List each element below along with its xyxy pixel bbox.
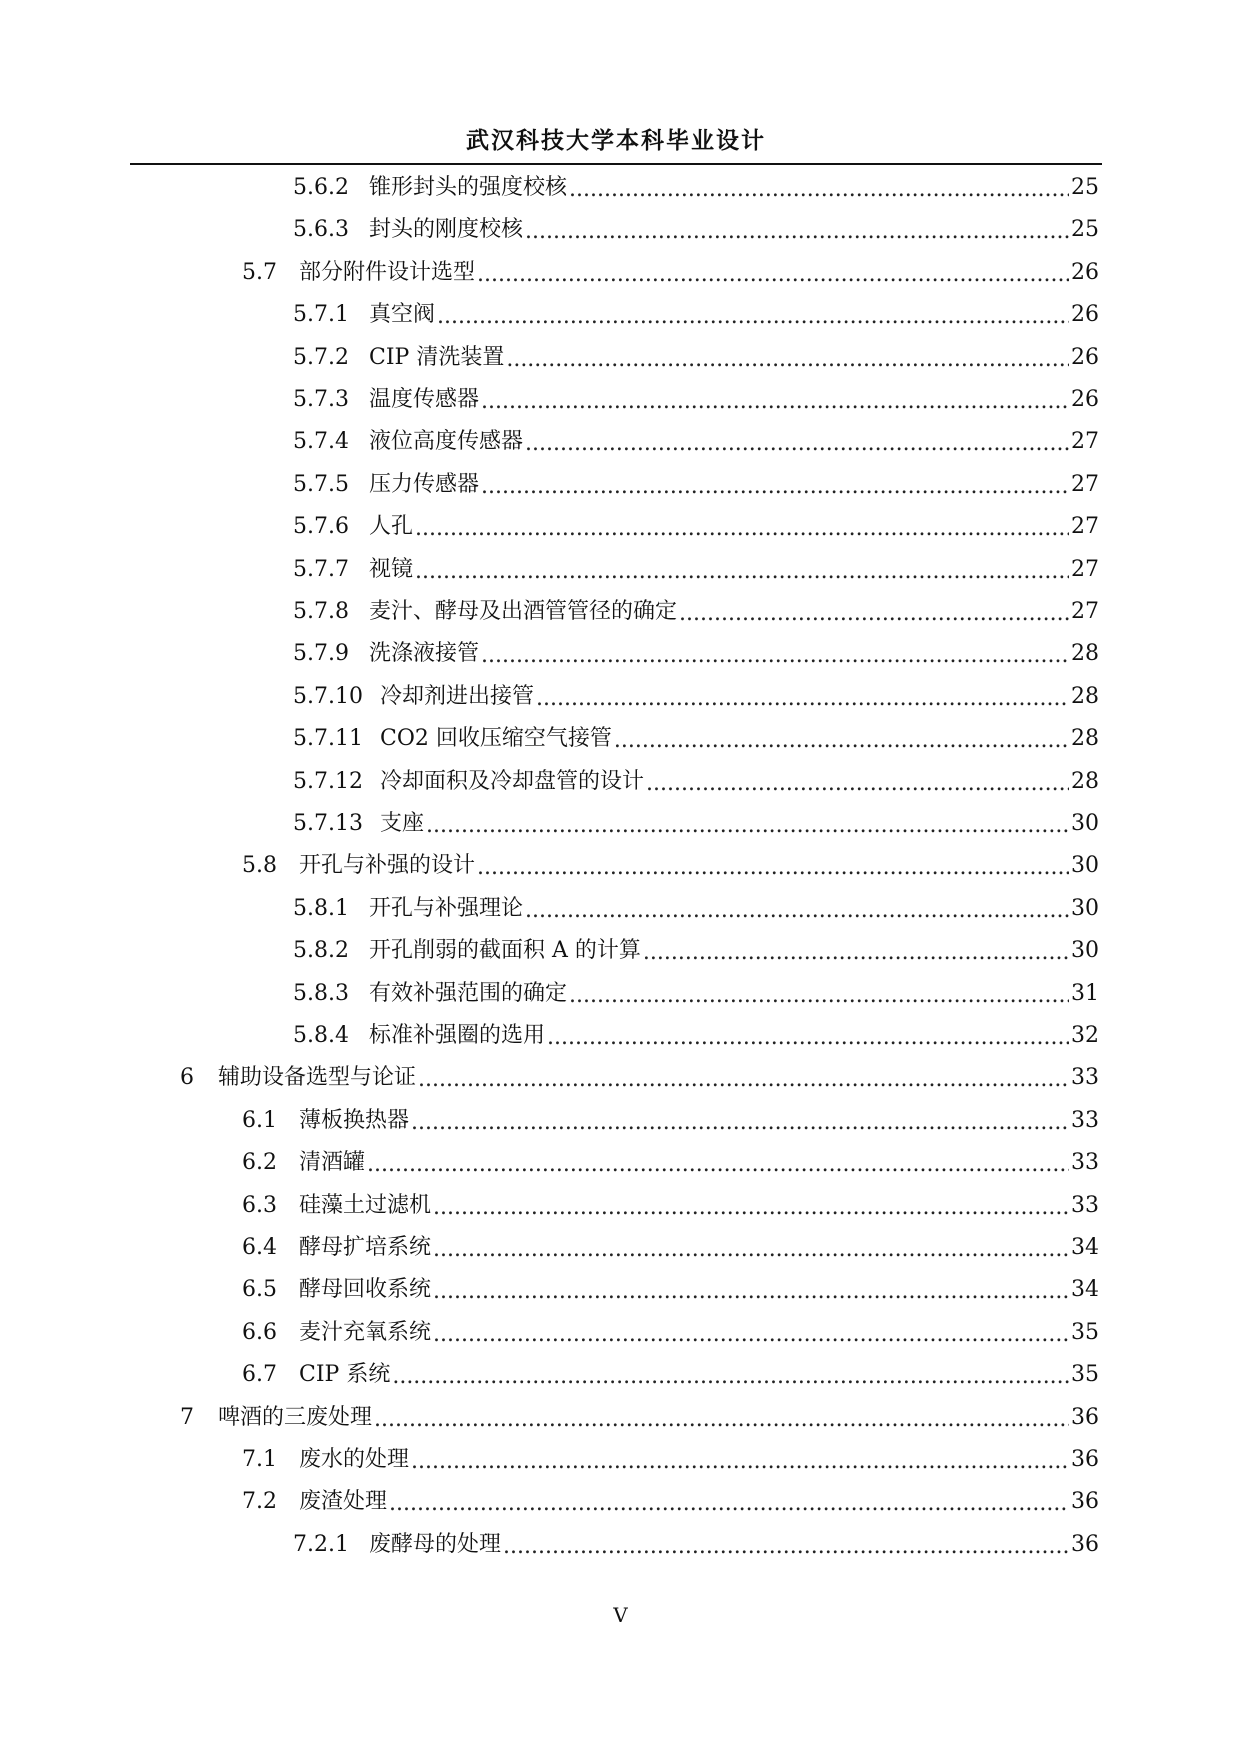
toc-entry-page: 28	[1071, 683, 1099, 709]
toc-entry-number: 7	[180, 1404, 194, 1430]
toc-dot-leader	[433, 1269, 1069, 1311]
toc-entry-page: 36	[1071, 1489, 1099, 1515]
toc-entry[interactable]	[242, 1312, 1099, 1354]
toc-entry-page: 35	[1071, 1362, 1099, 1388]
toc-dot-leader	[525, 421, 1069, 463]
toc-entry-title: 薄板换热器	[299, 1107, 410, 1133]
toc-entry-number: 5.8.4	[293, 1023, 349, 1048]
toc-entry-number: 5.7.6	[293, 514, 349, 540]
toc-entry-title: 开孔与补强的设计	[299, 853, 476, 879]
toc-dot-leader	[525, 888, 1069, 930]
toc-entry[interactable]	[293, 549, 1099, 591]
toc-entry-title: 硅藻土过滤机	[299, 1192, 432, 1218]
toc-entry-page: 26	[1071, 259, 1099, 285]
toc-entry-page: 30	[1071, 938, 1099, 964]
toc-dot-leader	[569, 973, 1069, 1015]
toc-entry-number: 6.2	[242, 1150, 277, 1176]
toc-dot-leader	[646, 761, 1069, 803]
toc-dot-leader	[426, 803, 1069, 845]
toc-entry[interactable]	[293, 718, 1099, 760]
toc-entry-page: 27	[1071, 471, 1099, 497]
toc-entry-title: 视镜	[369, 556, 414, 582]
toc-entry-number: 7.2.1	[293, 1531, 349, 1557]
toc-entry-page: 33	[1071, 1065, 1099, 1091]
toc-entry-number: 5.7.8	[293, 599, 349, 624]
toc-entry-page: 27	[1071, 514, 1099, 540]
toc-dot-leader	[392, 1354, 1069, 1396]
toc-entry[interactable]	[293, 591, 1099, 633]
toc-entry-number: 5.6.2	[293, 175, 349, 200]
toc-entry-title: 部分附件设计选型	[299, 259, 476, 285]
toc-entry-number: 6.6	[242, 1319, 277, 1345]
toc-dot-leader	[418, 1057, 1069, 1099]
toc-entry-number: 5.7.3	[293, 387, 349, 412]
toc-entry-number: 5.7.4	[293, 429, 349, 455]
toc-entry-title: 锥形封头的强度校核	[369, 175, 568, 200]
toc-dot-leader	[389, 1481, 1069, 1523]
toc-entry[interactable]	[293, 676, 1099, 718]
toc-entry-title: 麦汁充氧系统	[299, 1319, 432, 1345]
toc-dot-leader	[569, 167, 1069, 209]
toc-dot-leader	[415, 549, 1069, 591]
toc-dot-leader	[433, 1227, 1069, 1269]
toc-entry-title: 麦汁、酵母及出酒管管径的确定	[369, 599, 678, 624]
toc-entry-number: 5.7.7	[293, 556, 349, 582]
toc-entry[interactable]	[242, 1227, 1099, 1269]
toc-entry-title: 支座	[380, 811, 425, 836]
page-header-title: 武汉科技大学本科毕业设计	[466, 128, 766, 154]
toc-entry-title: 封头的刚度校核	[369, 217, 524, 243]
toc-dot-leader	[411, 1100, 1069, 1142]
toc-entry-number: 5.7.1	[293, 302, 349, 328]
toc-entry-page: 28	[1071, 726, 1099, 752]
toc-entry[interactable]	[293, 294, 1099, 336]
toc-entry-title: CIP 清洗装置	[369, 344, 505, 370]
toc-entry-number: 5.6.3	[293, 217, 349, 243]
toc-dot-leader	[433, 1185, 1069, 1227]
toc-entry-page: 25	[1071, 175, 1099, 200]
toc-entry-title: 酵母回收系统	[299, 1277, 432, 1303]
toc-entry[interactable]	[293, 633, 1099, 675]
toc-entry[interactable]	[293, 888, 1099, 930]
toc-entry[interactable]	[293, 209, 1099, 251]
toc-entry-number: 7.1	[242, 1447, 277, 1472]
toc-dot-leader	[503, 1524, 1069, 1566]
toc-entry-page: 26	[1071, 302, 1099, 328]
toc-entry-page: 26	[1071, 344, 1099, 370]
toc-entry-title: 酵母扩培系统	[299, 1235, 432, 1260]
toc-entry-number: 6.4	[242, 1235, 277, 1260]
toc-dot-leader	[536, 676, 1069, 718]
header-rule	[130, 163, 1102, 165]
toc-dot-leader	[679, 591, 1069, 633]
toc-entry-number: 6.1	[242, 1107, 277, 1133]
toc-entry-number: 5.7.12	[293, 768, 363, 794]
toc-entry-number: 5.7.13	[293, 811, 363, 836]
toc-dot-leader	[525, 209, 1069, 251]
toc-entry-title: 洗涤液接管	[369, 641, 480, 667]
toc-entry-number: 5.7.11	[293, 726, 363, 752]
toc-entry[interactable]	[293, 167, 1099, 209]
toc-entry-page: 32	[1071, 1023, 1099, 1048]
toc-dot-leader	[367, 1142, 1069, 1184]
toc-entry-title: 有效补强范围的确定	[369, 980, 568, 1006]
toc-dot-leader	[643, 930, 1069, 972]
toc-entry[interactable]	[293, 930, 1099, 972]
page-number: V	[613, 1603, 628, 1627]
toc-entry-title: 啤酒的三废处理	[218, 1404, 373, 1430]
toc-entry-page: 34	[1071, 1277, 1099, 1303]
toc-entry-page: 27	[1071, 599, 1099, 624]
toc-entry-number: 5.7.2	[293, 344, 349, 370]
toc-entry-number: 6.3	[242, 1192, 277, 1218]
toc-entry-page: 31	[1071, 980, 1099, 1006]
toc-entry-number: 5.7.5	[293, 471, 349, 497]
toc-entry-page: 26	[1071, 387, 1099, 412]
toc-entry[interactable]	[293, 761, 1099, 803]
toc-dot-leader	[506, 337, 1069, 379]
toc-entry-number: 5.7.9	[293, 641, 349, 667]
toc-entry-title: 人孔	[369, 514, 414, 540]
toc-entry-title: 废酵母的处理	[369, 1531, 502, 1557]
toc-entry-number: 5.7	[242, 259, 277, 285]
toc-entry[interactable]	[293, 379, 1099, 421]
toc-entry[interactable]	[293, 973, 1099, 1015]
toc-entry[interactable]	[293, 1015, 1099, 1057]
toc-entry[interactable]	[242, 1269, 1099, 1311]
toc-dot-leader	[433, 1312, 1069, 1354]
toc-entry-page: 36	[1071, 1447, 1099, 1472]
toc-dot-leader	[411, 1439, 1069, 1481]
toc-dot-leader	[374, 1397, 1069, 1439]
toc-entry-title: 压力传感器	[369, 471, 480, 497]
toc-entry-page: 28	[1071, 768, 1099, 794]
toc-entry[interactable]	[242, 1185, 1099, 1227]
toc-dot-leader	[481, 379, 1069, 421]
toc-entry[interactable]	[293, 1524, 1099, 1566]
toc-entry-number: 7.2	[242, 1489, 277, 1515]
toc-entry-number: 5.8	[242, 853, 277, 879]
toc-entry[interactable]	[293, 421, 1099, 463]
toc-entry[interactable]	[180, 1057, 1099, 1099]
toc-entry-title: 标准补强圈的选用	[369, 1023, 546, 1048]
toc-dot-leader	[481, 464, 1069, 506]
toc-entry[interactable]	[180, 1397, 1099, 1439]
toc-entry-number: 6.7	[242, 1362, 277, 1388]
toc-entry-title: 真空阀	[369, 302, 436, 328]
toc-entry-page: 30	[1071, 895, 1099, 921]
toc-entry-number: 5.8.3	[293, 980, 349, 1006]
toc-entry-number: 5.8.2	[293, 938, 349, 964]
toc-entry-title: 清酒罐	[299, 1150, 366, 1176]
toc-entry-number: 6	[180, 1065, 194, 1091]
toc-entry-title: 冷却面积及冷却盘管的设计	[380, 768, 645, 794]
toc-entry-page: 35	[1071, 1319, 1099, 1345]
toc-entry-title: 开孔与补强理论	[369, 895, 524, 921]
toc-dot-leader	[481, 633, 1069, 675]
toc-entry-page: 36	[1071, 1531, 1099, 1557]
toc-entry-number: 5.7.10	[293, 683, 363, 709]
toc-entry-page: 30	[1071, 853, 1099, 879]
toc-entry[interactable]	[293, 803, 1099, 845]
toc-entry-number: 5.8.1	[293, 895, 349, 921]
toc-entry-page: 27	[1071, 429, 1099, 455]
toc-entry[interactable]	[242, 1354, 1099, 1396]
toc-dot-leader	[415, 506, 1069, 548]
toc-entry-page: 34	[1071, 1235, 1099, 1260]
toc-entry-page: 30	[1071, 811, 1099, 836]
toc-entry-title: 温度传感器	[369, 387, 480, 412]
toc-entry-title: 液位高度传感器	[369, 429, 524, 455]
toc-entry-title: 废水的处理	[299, 1447, 410, 1472]
toc-entry-title: CO2 回收压缩空气接管	[380, 726, 612, 752]
toc-entry-title: 开孔削弱的截面积 A 的计算	[369, 938, 641, 964]
toc-dot-leader	[547, 1015, 1069, 1057]
toc-entry-title: CIP 系统	[299, 1362, 391, 1388]
toc-entry[interactable]	[242, 845, 1099, 887]
toc-entry-page: 36	[1071, 1404, 1099, 1430]
toc-entry-page: 27	[1071, 556, 1099, 582]
toc-entry-page: 33	[1071, 1107, 1099, 1133]
toc-entry-page: 33	[1071, 1150, 1099, 1176]
toc-entry[interactable]	[293, 506, 1099, 548]
toc-entry-title: 辅助设备选型与论证	[218, 1065, 417, 1091]
toc-dot-leader	[477, 845, 1069, 887]
toc-entry-number: 6.5	[242, 1277, 277, 1303]
toc-entry[interactable]	[242, 252, 1099, 294]
toc-entry-page: 25	[1071, 217, 1099, 243]
toc-entry-title: 冷却剂进出接管	[380, 683, 535, 709]
toc-entry[interactable]	[242, 1142, 1099, 1184]
toc-entry-page: 33	[1071, 1192, 1099, 1218]
toc-entry-page: 28	[1071, 641, 1099, 667]
toc-entry[interactable]	[242, 1100, 1099, 1142]
toc-entry-title: 废渣处理	[299, 1489, 388, 1515]
toc-entry[interactable]	[293, 337, 1099, 379]
toc-entry[interactable]	[242, 1439, 1099, 1481]
toc-dot-leader	[437, 294, 1069, 336]
toc-entry[interactable]	[242, 1481, 1099, 1523]
toc-dot-leader	[614, 718, 1069, 760]
toc-dot-leader	[477, 252, 1069, 294]
toc-entry[interactable]	[293, 464, 1099, 506]
